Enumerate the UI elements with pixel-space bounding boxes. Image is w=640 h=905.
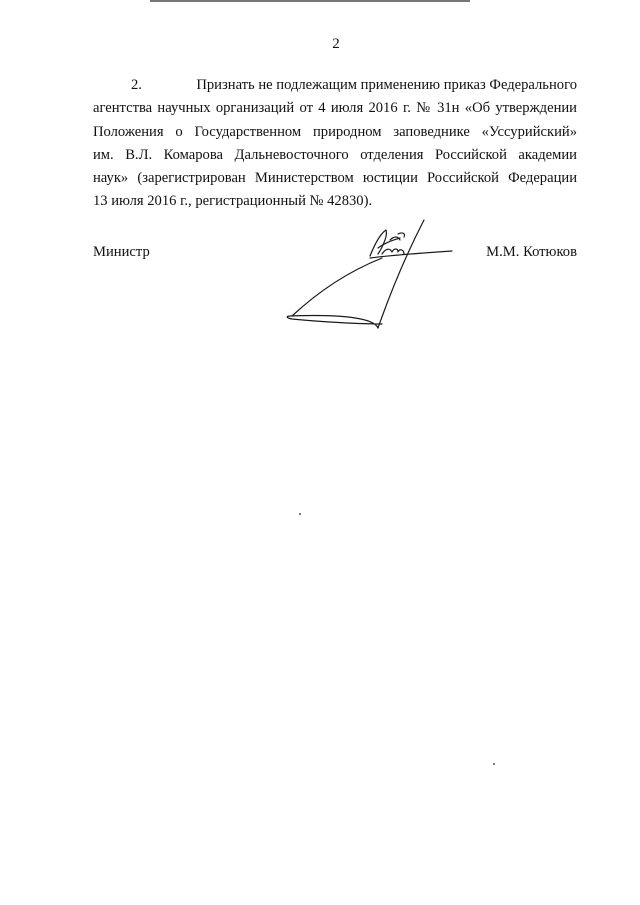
clause-line-6: 13 июля 2016 г., регистрационный № 42830).: [93, 193, 373, 210]
clause-line-text: Признать не подлежащим применению приказ Федерального: [196, 77, 577, 93]
handwritten-signature: [282, 218, 462, 340]
page-number: 2: [332, 36, 340, 52]
clause-line-4: им. В.Л. Комарова Дальневосточного отделения Российской академии: [93, 146, 577, 163]
clause-line-1: [93, 74, 577, 97]
scan-speck: [299, 513, 301, 515]
scan-top-edge: [150, 0, 470, 2]
clause-line-5: наук» (зарегистрирован Министерством юстиции Российской Федерации: [93, 170, 577, 187]
clause-number: 2.: [131, 77, 142, 93]
scan-speck: [493, 763, 495, 765]
clause-line-2: агентства научных организаций от 4 июля 2016 г. № 31н «Об утверждении: [93, 100, 577, 117]
clause-line-3: Положения о Государственном природном заповеднике «Уссурийский»: [93, 123, 577, 140]
clause-paragraph: [93, 74, 577, 214]
signatory-name: М.М. Котюков: [486, 244, 577, 260]
signatory-title: Министр: [93, 244, 150, 260]
